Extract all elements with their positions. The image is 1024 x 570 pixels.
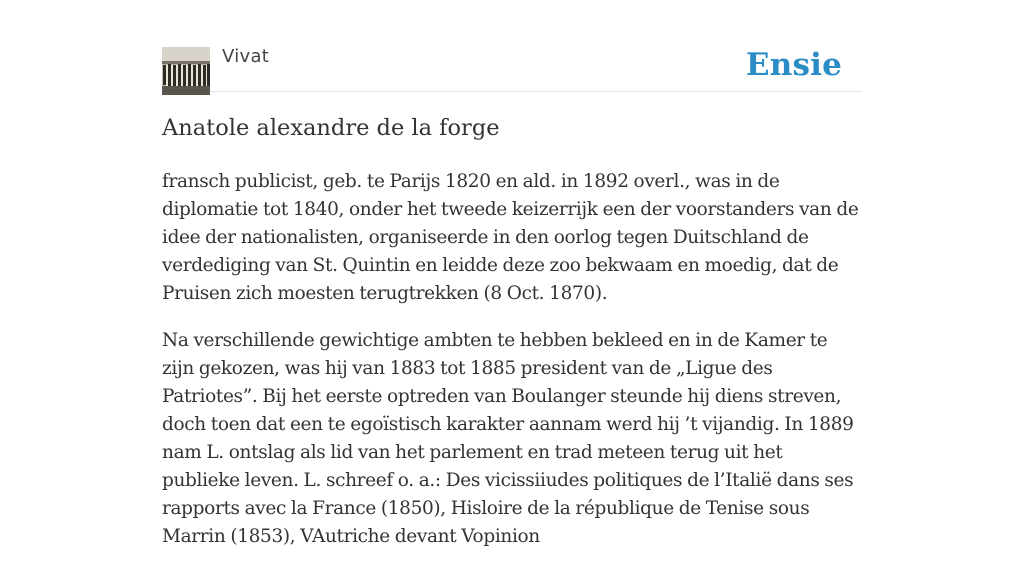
header xyxy=(162,0,862,92)
entry-paragraph: fransch publicist, geb. te Parijs 1820 en ald. in 1892 overl., was in de diplomatie tot 1840, onder het tweede keizerrijk een der voorstanders van de idee der nationalisten, organiseerde in den oorlog tegen Duitschland de verdediging van St. Quintin en leidde deze zoo bekwaam en moedig, dat de Pruisen zich moesten terugtrekken (8 Oct. 1870). xyxy=(162,171,859,304)
username[interactable]: Vivat xyxy=(222,46,270,67)
bookshelf-icon xyxy=(162,47,210,95)
entry-title: Anatole alexandre de la forge xyxy=(162,115,500,141)
page xyxy=(162,0,862,547)
entry-paragraph: Na verschillende gewichtige ambten te hebben bekleed en in de Kamer te zijn gekozen, was hij van 1883 tot 1885 president van de „Ligue des Patriotes”. Bij het eerste optreden van Boulanger steunde hij diens streven, doch toen dat een te egoïstisch karakter aannam werd hij ’t vijandig. In 1889 nam L. ontslag als lid van het parlement en trad meteen terug uit het publieke leven. L. schreef o. a.: Des vicissiiudes politiques de l’Italië dans ses rapports avec la France (1850), Hisloire de la république de Tenise sous Marrin (1853), VAutriche devant Vopinion xyxy=(162,330,854,547)
brand-logo[interactable]: Ensie xyxy=(745,47,842,83)
entry-body xyxy=(162,168,862,570)
avatar[interactable] xyxy=(162,47,210,95)
